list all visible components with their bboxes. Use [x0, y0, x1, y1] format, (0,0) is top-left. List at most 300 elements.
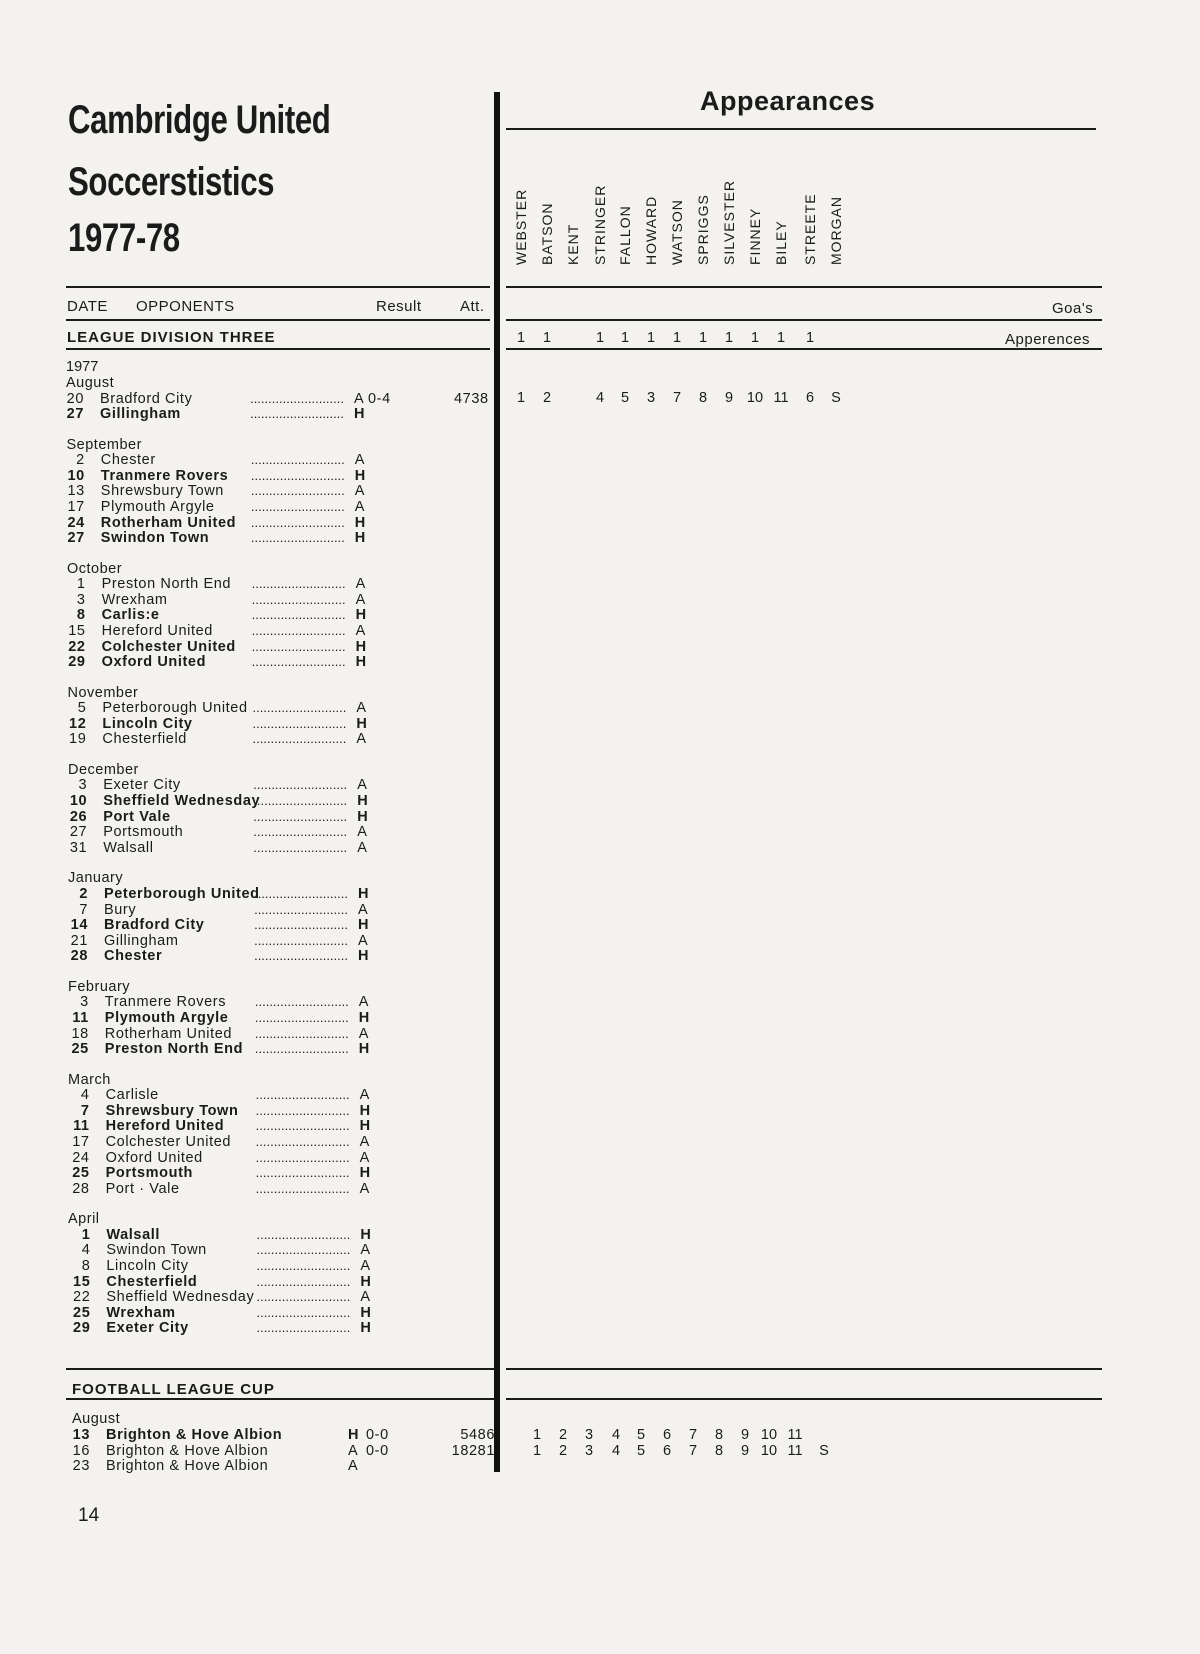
leader-dots: ..........................	[253, 824, 348, 840]
fixture-date: 29	[68, 654, 86, 671]
leader-dots: ..........................	[250, 514, 345, 530]
fixture-opponent: Tranmere Rovers	[104, 994, 227, 1011]
shirt-number: S	[819, 1442, 829, 1459]
fixture-result: 0-0	[366, 1427, 389, 1443]
fixture-date: 2	[76, 452, 85, 469]
player-name: MORGAN	[828, 196, 844, 265]
fixture-date: 4	[80, 1087, 90, 1104]
fixture-opponent: Bury	[104, 901, 137, 918]
shirt-number: 8	[714, 1427, 724, 1443]
fixture-date: 16	[72, 1442, 90, 1459]
fixture-opponent: Hereford United	[101, 623, 213, 640]
fixture-opponent: Plymouth Argyle	[104, 1009, 229, 1026]
fixture-opponent: Oxford United	[101, 654, 207, 671]
fixture-opponent: Chester	[100, 452, 156, 469]
appearance-count: 1	[595, 330, 605, 346]
leader-dots: ..........................	[251, 638, 346, 654]
fixture-venue: H	[360, 1226, 372, 1243]
season-year: 1977	[66, 359, 99, 375]
fixture-opponent: Oxford United	[105, 1149, 203, 1166]
fixture-row	[65, 515, 505, 531]
fixture-opponent: Swindon Town	[100, 530, 210, 547]
leader-dots: ..........................	[254, 1041, 349, 1057]
cup-month: August	[72, 1411, 121, 1427]
fixture-row	[68, 948, 508, 964]
leader-dots: ..........................	[251, 623, 346, 639]
fixture-date: 27	[66, 406, 84, 423]
fixture-venue: A	[359, 1149, 370, 1166]
fixture-opponent: Tranmere Rovers	[100, 467, 229, 484]
fixture-row	[66, 576, 506, 592]
leader-dots: ..........................	[253, 808, 348, 824]
appearance-count: 1	[620, 330, 630, 346]
fixture-row	[70, 1227, 510, 1243]
fixture-row	[70, 1181, 510, 1197]
fixture-row	[66, 592, 506, 608]
fixture-date: 27	[69, 824, 88, 841]
fixture-venue: A	[360, 1289, 371, 1306]
fixture-opponent: Gillingham	[100, 406, 181, 423]
leader-dots: ..........................	[253, 777, 348, 793]
fixture-venue: A	[359, 1180, 370, 1197]
fixture-opponent: Preston North End	[104, 1041, 244, 1058]
header-rule-right-mid	[506, 319, 1102, 321]
fixture-date: 14	[70, 917, 88, 934]
shirt-number: 8	[698, 390, 708, 406]
fixture-date: 25	[72, 1165, 90, 1182]
month-label: December	[68, 761, 139, 778]
leader-dots: ..........................	[254, 901, 348, 917]
shirt-number: 11	[787, 1442, 803, 1459]
title-line-3: 1977-78	[68, 216, 180, 260]
fixture-date: 17	[72, 1133, 90, 1150]
fixture-date: 4	[81, 1242, 91, 1259]
leader-dots: ..........................	[256, 1289, 351, 1305]
fixture-opponent: Port · Vale	[105, 1180, 180, 1197]
leader-dots: ..........................	[256, 1226, 351, 1242]
fixture-result: 0-0	[366, 1442, 389, 1459]
fixture-opponent: Bradford City	[104, 917, 205, 934]
league-title: LEAGUE DIVISION THREE	[67, 329, 276, 346]
fixture-opponent: Brighton & Hove Albion	[106, 1442, 269, 1459]
leader-dots: ..........................	[251, 576, 346, 592]
col-appearances: Apperences	[1005, 331, 1091, 348]
leader-dots: ..........................	[256, 1273, 351, 1289]
appearances-rule	[506, 128, 1096, 130]
shirt-number: 11	[787, 1427, 803, 1443]
fixture-date: 10	[67, 467, 85, 484]
fixture-venue: H	[354, 530, 366, 547]
fixture-venue: H	[360, 1273, 372, 1290]
shirt-number: 5	[636, 1442, 646, 1459]
appearance-count: 1	[724, 330, 734, 346]
player-name: FINNEY	[747, 207, 763, 265]
fixture-opponent: Carlisle	[105, 1087, 159, 1104]
player-name: HOWARD	[643, 195, 659, 265]
cup-rule-top-left	[66, 1368, 494, 1370]
fixture-venue: A	[354, 452, 366, 469]
fixture-row	[69, 994, 509, 1010]
leader-dots: ..........................	[255, 1165, 350, 1181]
fixture-date: 26	[69, 808, 88, 825]
shirt-number: 3	[584, 1427, 594, 1443]
fixture-venue: H	[356, 715, 368, 732]
fixture-opponent: Peterborough United	[104, 885, 260, 902]
fixture-venue: H	[355, 638, 367, 655]
fixture-venue: H	[358, 885, 370, 902]
appearance-count: 1	[542, 330, 552, 346]
fixture-date: 27	[67, 530, 85, 547]
leader-dots: ..........................	[254, 932, 348, 948]
fixture-row	[67, 777, 507, 793]
fixture-opponent: Brighton & Hove Albion	[106, 1458, 269, 1475]
fixture-date: 12	[69, 715, 87, 732]
fixture-date: 25	[71, 1041, 89, 1058]
fixture-row	[67, 824, 507, 840]
fixture-row	[70, 1134, 510, 1150]
shirt-number: 7	[688, 1427, 698, 1443]
fixture-venue: H	[355, 654, 367, 671]
fixture-opponent: Plymouth Argyle	[100, 499, 215, 516]
fixture-date: 24	[72, 1149, 90, 1166]
fixture-row	[66, 716, 506, 732]
appearance-count: 1	[805, 330, 815, 346]
fixture-row	[70, 1103, 510, 1119]
leader-dots: ..........................	[255, 1149, 350, 1165]
fixture-opponent: Colchester United	[105, 1133, 232, 1150]
player-name: BATSON	[539, 202, 555, 265]
month-label: September	[66, 436, 142, 453]
fixture-date: 13	[72, 1427, 90, 1443]
appearance-count: 1	[646, 330, 656, 346]
leader-dots: ..........................	[250, 499, 345, 515]
fixture-venue: H	[354, 467, 366, 484]
shirt-number: 5	[620, 390, 630, 406]
shirt-number: 2	[542, 390, 552, 406]
leader-dots: ..........................	[256, 1320, 351, 1336]
fixture-date: 13	[67, 483, 85, 500]
fixture-venue: H	[360, 1320, 372, 1337]
fixture-opponent: Bradford City	[100, 390, 193, 407]
month-label: February	[68, 978, 131, 995]
shirt-number: 4	[595, 390, 605, 406]
fixture-venue: H	[358, 917, 370, 934]
shirt-number: 6	[662, 1427, 672, 1443]
fixture-venue: H	[359, 1118, 371, 1135]
fixture-opponent: Wrexham	[101, 591, 168, 608]
fixture-date: 31	[69, 839, 88, 856]
appearance-count: 1	[516, 330, 526, 346]
leader-dots: ..........................	[252, 700, 347, 716]
fixture-date: 10	[69, 793, 88, 810]
leader-dots: ..........................	[256, 1257, 351, 1273]
leader-dots: ..........................	[251, 607, 346, 623]
shirt-number: 11	[773, 390, 789, 406]
fixture-date: 19	[69, 731, 87, 748]
fixture-row	[65, 530, 505, 546]
shirt-number: 3	[584, 1442, 594, 1459]
fixture-row	[67, 809, 507, 825]
shirt-number: 9	[740, 1427, 750, 1443]
fixture-date: 5	[77, 700, 87, 717]
fixture-opponent: Preston North End	[101, 576, 232, 593]
fixture-opponent: Walsall	[106, 1226, 161, 1243]
cup-fixture-row	[70, 1443, 510, 1459]
fixture-row	[70, 1242, 510, 1258]
fixture-row	[67, 793, 507, 809]
fixture-venue: A	[354, 499, 366, 516]
cup-fixture-row	[70, 1427, 510, 1443]
fixture-date: 11	[73, 1118, 90, 1135]
col-date: DATE	[67, 298, 108, 315]
fixture-venue: A	[358, 932, 369, 949]
fixture-date: 7	[80, 1102, 90, 1119]
fixture-date: 25	[73, 1304, 91, 1321]
cup-title: FOOTBALL LEAGUE CUP	[72, 1381, 275, 1398]
col-goals: Goa's	[1052, 300, 1094, 317]
player-name: BILEY	[773, 220, 789, 265]
shirt-number: S	[831, 390, 841, 406]
player-name: SILVESTER	[721, 180, 737, 265]
fixture-date: 17	[67, 499, 85, 516]
fixture-venue: H	[348, 1427, 360, 1443]
fixture-venue: A	[354, 390, 365, 407]
header-rule-right-top	[506, 286, 1102, 288]
leader-dots: ..........................	[251, 591, 346, 607]
fixture-date: 3	[78, 777, 88, 794]
fixture-row	[66, 639, 506, 655]
appearance-count: 1	[750, 330, 760, 346]
fixture-row	[66, 731, 506, 747]
fixture-result: 0-4	[368, 390, 391, 407]
leader-dots: ..........................	[255, 1087, 350, 1103]
month-label: October	[67, 560, 123, 577]
fixture-row	[70, 1087, 510, 1103]
fixture-opponent: Sheffield Wednesday	[106, 1289, 255, 1306]
fixture-row	[70, 1289, 510, 1305]
header-rule-left-mid	[66, 319, 490, 321]
fixture-venue: H	[358, 948, 370, 965]
fixture-opponent: Chesterfield	[106, 1273, 198, 1290]
appearance-count: 1	[698, 330, 708, 346]
fixture-venue: H	[359, 1165, 371, 1182]
leader-dots: ..........................	[254, 1025, 349, 1041]
fixture-row	[70, 1274, 510, 1290]
fixture-date: 28	[72, 1180, 90, 1197]
fixture-venue: H	[357, 808, 369, 825]
fixture-row	[70, 1305, 510, 1321]
fixture-venue: A	[357, 839, 368, 856]
fixture-opponent: Exeter City	[103, 777, 181, 794]
fixture-date: 29	[73, 1320, 91, 1337]
fixture-venue: A	[355, 623, 366, 640]
fixture-venue: H	[359, 1102, 371, 1119]
leader-dots: ..........................	[255, 1118, 350, 1134]
month-label: November	[67, 684, 139, 701]
fixture-row	[65, 499, 505, 515]
fixture-row	[70, 1118, 510, 1134]
month-label: August	[66, 375, 115, 391]
fixture-venue: A	[357, 777, 368, 794]
leader-dots: ..........................	[252, 715, 347, 731]
header-rule-left-top	[66, 286, 490, 288]
col-opponents: OPPONENTS	[136, 298, 235, 315]
fixture-date: 20	[66, 390, 84, 407]
fixture-venue: A	[357, 824, 368, 841]
fixture-opponent: Brighton & Hove Albion	[106, 1427, 283, 1443]
fixture-row	[64, 406, 504, 422]
player-name: SPRIGGS	[695, 194, 711, 265]
month-label: April	[68, 1211, 100, 1228]
cup-rule-bottom-left	[66, 1398, 494, 1400]
fixture-date: 2	[79, 885, 88, 902]
leader-dots: ..........................	[253, 839, 348, 855]
title-line-1: Cambridge United	[68, 98, 331, 142]
player-name: STREETE	[802, 193, 818, 265]
fixture-row	[70, 1165, 510, 1181]
fixture-venue: A	[355, 576, 366, 593]
shirt-number: 9	[724, 390, 734, 406]
leader-dots: ..........................	[253, 793, 348, 809]
fixture-opponent: Rotherham United	[104, 1025, 233, 1042]
fixture-date: 11	[72, 1009, 89, 1026]
leader-dots: ..........................	[255, 1133, 350, 1149]
leader-dots: ..........................	[250, 452, 345, 468]
fixture-opponent: Wrexham	[106, 1304, 176, 1321]
fixture-date: 8	[81, 1257, 91, 1274]
shirt-number: 1	[516, 390, 526, 406]
fixture-row	[70, 1150, 510, 1166]
fixture-opponent: Shrewsbury Town	[100, 483, 224, 500]
fixture-date: 3	[80, 994, 89, 1011]
fixture-date: 7	[79, 901, 88, 918]
fixture-row	[69, 1010, 509, 1026]
month-label: March	[68, 1071, 111, 1088]
fixture-date: 24	[67, 514, 85, 531]
shirt-number: 2	[558, 1442, 568, 1459]
fixture-date: 8	[76, 607, 86, 624]
fixture-row	[64, 391, 504, 407]
player-name: WEBSTER	[513, 188, 529, 265]
cup-rule-bottom-right	[506, 1398, 1102, 1400]
fixture-opponent: Portsmouth	[105, 1165, 193, 1182]
fixture-row	[68, 917, 508, 933]
leader-dots: ..........................	[252, 731, 347, 747]
fixture-opponent: Swindon Town	[106, 1242, 207, 1259]
fixture-row	[65, 452, 505, 468]
page-number: 14	[78, 1505, 100, 1526]
leader-dots: ..........................	[250, 467, 345, 483]
fixture-venue: A	[360, 1242, 371, 1259]
fixture-opponent: Peterborough United	[102, 700, 248, 717]
fixture-row	[70, 1320, 510, 1336]
shirt-number: 5	[636, 1427, 646, 1443]
fixture-row	[66, 623, 506, 639]
fixture-opponent: Port Vale	[103, 808, 171, 825]
shirt-number: 7	[672, 390, 682, 406]
fixture-opponent: Lincoln City	[102, 715, 193, 732]
league-rule-left	[66, 348, 490, 350]
fixture-date: 23	[72, 1458, 90, 1475]
fixture-venue: A	[360, 1257, 371, 1274]
fixture-opponent: Colchester United	[101, 638, 236, 655]
fixture-date: 22	[73, 1289, 91, 1306]
fixture-row	[69, 1026, 509, 1042]
fixture-opponent: Rotherham United	[100, 514, 237, 531]
fixture-attendance: 4738	[454, 390, 489, 407]
shirt-number: 10	[746, 390, 764, 406]
fixture-opponent: Chesterfield	[102, 731, 187, 748]
fixture-date: 3	[76, 591, 86, 608]
fixture-opponent: Walsall	[103, 839, 154, 856]
shirt-number: 10	[760, 1442, 778, 1459]
fixture-row	[69, 1041, 509, 1057]
player-name: KENT	[565, 223, 581, 265]
fixture-row	[66, 700, 506, 716]
col-att: Att.	[460, 298, 485, 315]
fixture-row	[66, 607, 506, 623]
fixture-row	[65, 468, 505, 484]
fixture-venue: A	[354, 483, 366, 500]
shirt-number: 2	[558, 1427, 568, 1443]
leader-dots: ..........................	[250, 530, 345, 546]
fixture-opponent: Gillingham	[104, 932, 179, 949]
fixture-venue: A	[358, 994, 370, 1011]
player-name: FALLON	[617, 205, 633, 265]
col-result: Result	[376, 298, 422, 315]
fixture-venue: A	[355, 591, 366, 608]
fixture-opponent: Exeter City	[106, 1320, 189, 1337]
fixture-attendance: 18281	[451, 1442, 495, 1459]
fixture-date: 18	[71, 1025, 89, 1042]
leader-dots: ..........................	[254, 1009, 349, 1025]
appearance-count: 1	[672, 330, 682, 346]
shirt-number: 3	[646, 390, 656, 406]
fixture-venue: A	[359, 1087, 370, 1104]
fixture-venue: H	[358, 1009, 370, 1026]
fixture-row	[68, 902, 508, 918]
fixture-date: 15	[73, 1273, 91, 1290]
fixture-opponent: Shrewsbury Town	[105, 1102, 239, 1119]
fixture-date: 22	[68, 638, 86, 655]
leader-dots: ..........................	[254, 948, 348, 964]
fixture-venue: H	[360, 1304, 372, 1321]
leader-dots: ..........................	[250, 406, 344, 422]
shirt-number: 7	[688, 1442, 698, 1459]
fixture-venue: H	[357, 793, 369, 810]
fixture-venue: A	[356, 731, 367, 748]
leader-dots: ..........................	[254, 917, 348, 933]
leader-dots: ..........................	[256, 1304, 351, 1320]
leader-dots: ..........................	[255, 1102, 350, 1118]
fixture-attendance: 5486	[460, 1427, 495, 1443]
fixture-opponent: Hereford United	[105, 1118, 225, 1135]
fixture-date: 1	[81, 1226, 91, 1243]
shirt-number: 10	[760, 1427, 778, 1443]
leader-dots: ..........................	[254, 885, 348, 901]
title-line-2: Soccerstistics	[68, 160, 275, 204]
shirt-number: 1	[532, 1427, 542, 1443]
fixture-opponent: Chester	[104, 948, 163, 965]
shirt-number: 6	[662, 1442, 672, 1459]
shirt-number: 1	[532, 1442, 542, 1459]
fixture-opponent: Carlis:e	[101, 607, 160, 624]
fixture-venue: H	[354, 514, 366, 531]
fixture-row	[70, 1258, 510, 1274]
fixture-opponent: Sheffield Wednesday	[103, 793, 261, 810]
appearance-count: 1	[776, 330, 786, 346]
fixture-date: 1	[76, 576, 86, 593]
